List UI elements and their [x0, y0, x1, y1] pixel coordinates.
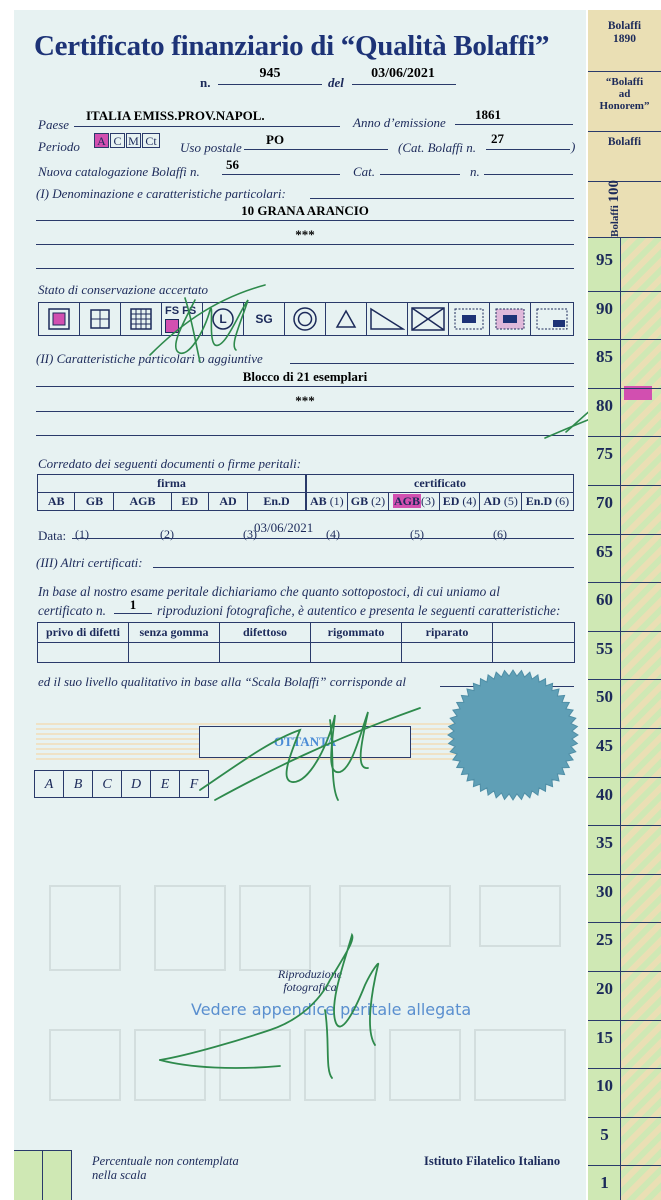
stamp-cancelled-icon [489, 302, 531, 336]
scale-number-1: 1 [600, 1173, 609, 1193]
cat-label: Cat. [353, 164, 376, 179]
scale-divider [588, 1165, 661, 1166]
section1-stars: *** [295, 227, 315, 242]
stamp-fragment-icon [530, 302, 574, 336]
scale-divider [588, 582, 661, 583]
firma-table [37, 474, 306, 511]
scale-divider [588, 1068, 661, 1069]
scale-number-10: 10 [596, 1076, 613, 1096]
periodo-box-c: C [110, 133, 125, 148]
section2-stars: *** [295, 393, 315, 408]
col-riparato: riparato [402, 623, 493, 643]
nuova-catalogazione-label: Nuova catalogazione Bolaffi n. [38, 164, 200, 179]
data-num-1: (1) [75, 527, 89, 541]
scale-divider [588, 339, 661, 340]
scale-divider [588, 679, 661, 680]
section3-label: (III) Altri certificati: [36, 555, 143, 570]
certificate-number: 945 [259, 66, 281, 81]
section1-label: (I) Denominazione e caratteristiche particolari: [36, 186, 286, 201]
scale-number-30: 30 [596, 881, 613, 901]
scale-number-90: 90 [596, 298, 613, 318]
scale-number-85: 85 [596, 347, 613, 367]
scale-stripe [621, 238, 661, 1200]
scale-divider [588, 1020, 661, 1021]
esame-line2b: riproduzioni fotografiche, è autentico e presenta le seguenti caratteristiche: [157, 603, 561, 618]
documenti-label: Corredato dei seguenti documenti o firme peritali: [38, 456, 302, 471]
esame-line2a: certificato n. [38, 603, 106, 618]
firma-col: AB [38, 493, 75, 511]
firma-col: AGB [114, 493, 171, 511]
col-rigommato: rigommato [311, 623, 402, 643]
del-label: del [328, 75, 344, 90]
scale-number-35: 35 [596, 833, 613, 853]
nuova-catalogazione-value: 56 [226, 157, 239, 172]
scale-number-55: 55 [596, 638, 613, 658]
data-num-6: (6) [493, 527, 507, 541]
scale-divider [588, 922, 661, 923]
scale-divider [588, 825, 661, 826]
col-senza-gomma: senza gomma [129, 623, 220, 643]
cert-col-ed: ED (4) [439, 493, 480, 511]
livello-value: OTTANTA [273, 734, 337, 749]
photo-area [40, 880, 580, 1110]
riproduzioni-count: 1 [129, 597, 137, 612]
sg-icon: SG [243, 302, 285, 336]
scale-divider [588, 874, 661, 875]
target-icon [284, 302, 326, 336]
firma-col: GB [75, 493, 114, 511]
data-num-2: (2) [160, 527, 174, 541]
cert-col-agb: AGB(3) [389, 493, 440, 511]
cert-col-end: En.D (6) [521, 493, 573, 511]
cat-bolaffi-label: (Cat. Bolaffi n. [398, 140, 476, 155]
scale-number-50: 50 [596, 687, 613, 707]
scale-divider [588, 728, 661, 729]
cat-bolaffi-value: 27 [491, 131, 504, 146]
caratteristiche-value: Blocco di 21 esemplari [242, 369, 368, 384]
grade-b: B [63, 770, 93, 798]
fs-icon [161, 302, 203, 336]
grade-c: C [92, 770, 122, 798]
fs2-label: FS [182, 305, 197, 317]
triangle-icon [325, 302, 367, 336]
periodo-box-a: A [94, 133, 109, 148]
esame-line1: In base al nostro esame peritale dichiariamo che quanto sottopostoci, di cui uniamo al [38, 584, 500, 599]
scale-number-65: 65 [596, 541, 613, 561]
scale-divider [588, 534, 661, 535]
col-empty [493, 623, 575, 643]
certificato-header: certificato [307, 475, 574, 493]
grid-block-icon [120, 302, 162, 336]
data-num-3: (3) [243, 527, 257, 541]
scale-header-bolaffi: Bolaffi [588, 132, 661, 182]
anno-label: Anno d’emissione [353, 115, 446, 130]
cert-col-gb: GB (2) [347, 493, 389, 511]
percent-box [14, 1150, 72, 1200]
scale-divider [588, 436, 661, 437]
certificate-title: Certificato finanziario di “Qualità Bolaffi” [34, 30, 550, 62]
appendice-text: Vedere appendice peritale allegata [191, 1000, 472, 1019]
scale-header-100: Bolaffi 100 [588, 182, 661, 238]
scale-header-honorem: “Bolaffi ad Honorem” [588, 72, 661, 132]
data-num-5: (5) [410, 527, 424, 541]
section2-label: (II) Caratteristiche particolari o aggiuntive [36, 351, 263, 366]
scale-divider [588, 971, 661, 972]
certificato-table [306, 474, 574, 511]
denominazione-value: 10 GRANA ARANCIO [241, 203, 369, 218]
livello-text: ed il suo livello qualitativo in base alla “Scala Bolaffi” corrisponde al [38, 674, 406, 689]
cat-close-paren: ) [571, 139, 576, 154]
scale-number-60: 60 [596, 590, 613, 610]
number-label: n. [200, 75, 211, 90]
scale-header-1890: Bolaffi 1890 [588, 10, 661, 72]
scale-divider [588, 631, 661, 632]
caratteristiche-table [37, 622, 575, 663]
anno-value: 1861 [475, 107, 501, 122]
scale-number-column [588, 238, 621, 1200]
grade-d: D [121, 770, 151, 798]
grade-a: A [34, 770, 64, 798]
firma-col: AD [209, 493, 248, 511]
riproduzione-label: Riproduzione fotografica [277, 967, 343, 994]
scale-number-15: 15 [596, 1027, 613, 1047]
scale-divider [588, 777, 661, 778]
data-value: 03/06/2021 [254, 520, 314, 535]
scale-divider [588, 485, 661, 486]
scale-divider [588, 291, 661, 292]
conservazione-label: Stato di conservazione accertato [38, 282, 209, 297]
uso-value: PO [266, 132, 285, 147]
scale-number-20: 20 [596, 979, 613, 998]
wedge-icon [366, 302, 408, 336]
firma-col: ED [171, 493, 208, 511]
paese-value: ITALIA EMISS.PROV.NAPOL. [86, 108, 265, 123]
scale-number-80: 80 [596, 395, 613, 415]
col-difettoso: difettoso [220, 623, 311, 643]
fs-label: FS [165, 305, 180, 317]
certificate-date: 03/06/2021 [371, 66, 435, 81]
firma-col: En.D [248, 493, 306, 511]
scale-divider [588, 1117, 661, 1118]
cert-col-ab: AB (1) [307, 493, 348, 511]
periodo-boxes [94, 133, 161, 151]
paese-label: Paese [38, 117, 70, 132]
embossed-seal [446, 668, 580, 802]
scale-number-75: 75 [596, 444, 613, 464]
periodo-label: Periodo [38, 139, 80, 154]
uso-label: Uso postale [180, 140, 242, 155]
envelope-icon [407, 302, 449, 336]
cert-col-ad: AD (5) [480, 493, 522, 511]
grade-f: F [179, 770, 209, 798]
scale-number-45: 45 [596, 736, 613, 755]
stamp-icon [448, 302, 490, 336]
periodo-box-ct: Ct [142, 133, 160, 148]
firma-header: firma [38, 475, 306, 493]
pair-block-icon [79, 302, 121, 336]
bolaffi-scale [588, 10, 661, 1200]
l-icon [202, 302, 244, 336]
data-label: Data: [38, 528, 67, 543]
cat-n-label: n. [470, 164, 480, 179]
col-privo-difetti: privo di difetti [38, 623, 129, 643]
istituto-name: Istituto Filatelico Italiano [424, 1154, 561, 1168]
scale-divider [588, 388, 661, 389]
scale-number-5: 5 [600, 1124, 609, 1144]
l-label: L [219, 312, 227, 326]
data-num-4: (4) [326, 527, 340, 541]
percentuale-text: Percentuale non contemplata nella scala [92, 1154, 239, 1182]
scale-number-40: 40 [596, 784, 613, 804]
scale-number-25: 25 [596, 930, 613, 950]
grade-e: E [150, 770, 180, 798]
scale-number-95: 95 [596, 250, 613, 269]
mint-block-icon [38, 302, 80, 336]
scale-number-70: 70 [596, 493, 613, 512]
periodo-box-m: M [126, 133, 141, 148]
grade-boxes [34, 770, 209, 798]
